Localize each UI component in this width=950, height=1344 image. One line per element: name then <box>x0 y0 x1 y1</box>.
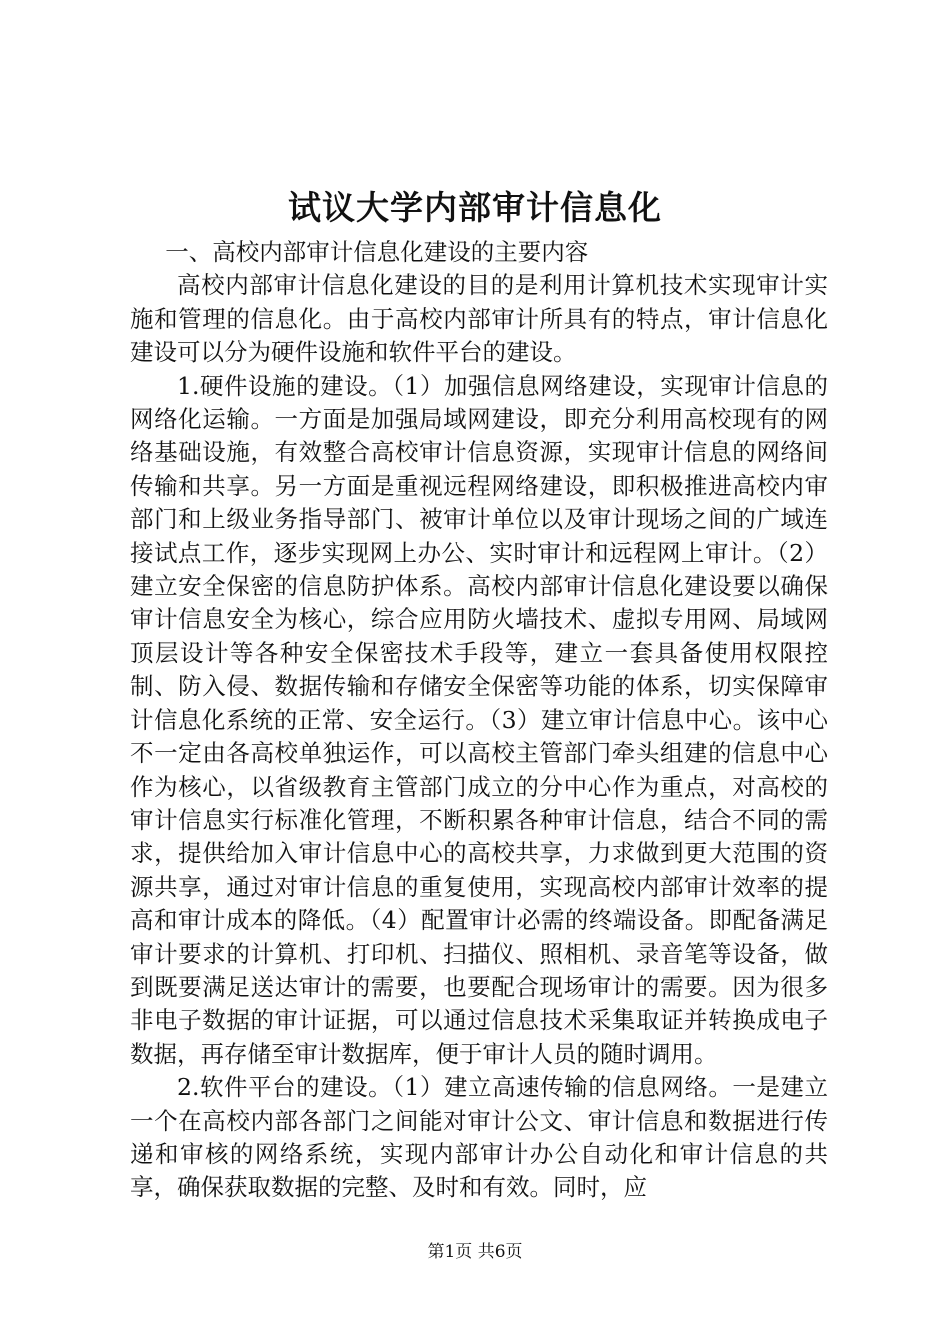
page-footer: 第1页 共6页 <box>427 1242 523 1262</box>
paragraph-intro: 高校内部审计信息化建设的目的是利用计算机技术实现审计实施和管理的信息化。由于高校内部审计所具有的特点，审计信息化建设可以分为硬件设施和软件平台的建设。 <box>130 271 828 367</box>
paragraph-hardware: 1.硬件设施的建设。（1）加强信息网络建设，实现审计信息的网络化运输。一方面是加强局域网建设，即充分利用高校现有的网络基础设施，有效整合高校审计信息资源，实现审计信息的网络间传输和共享。另一方面是重视远程网络建设，即积极推进高校内审部门和上级业务指导部门、被审计单位以及审计现场之间的广域连接试点工作，逐步实现网上办公、实时审计和远程网上审计。（2）建立安全保密的信息防护体系。高校内部审计信息化建设要以确保审计信息安全为核心，综合应用防火墙技术、虚拟专用网、局域网顶层设计等各种安全保密技术手段等，建立一套具备使用权限控制、防入侵、数据传输和存储安全保密等功能的体系，切实保障审计信息化系统的正常、安全运行。（3）建立审计信息中心。该中心不一定由各高校单独运作，可以高校主管部门牵头组建的信息中心作为核心，以省级教育主管部门成立的分中心作为重点，对高校的审计信息实行标准化管理，不断积累各种审计信息，结合不同的需求，提供给加入审计信息中心的高校共享，力求做到更大范围的资源共享，通过对审计信息的重复使用，实现高校内部审计效率的提高和审计成本的降低。（4）配置审计必需的终端设备。即配备满足审计要求的计算机、打印机、扫描仪、照相机、录音笔等设备，做到既要满足送达审计的需要，也要配合现场审计的需要。因为很多非电子数据的审计证据，可以通过信息技术采集取证并转换成电子数据，再存储至审计数据库，便于审计人员的随时调用。 <box>130 371 828 1068</box>
paragraph-software: 2.软件平台的建设。（1）建立高速传输的信息网络。一是建立一个在高校内部各部门之间能对审计公文、审计信息和数据进行传递和审核的网络系统，实现内部审计办公自动化和审计信息的共享，确保获取数据的完整、及时和有效。同时，应 <box>130 1073 828 1202</box>
document-title: 试议大学内部审计信息化 <box>288 188 662 227</box>
section-heading: 一、高校内部审计信息化建设的主要内容 <box>165 238 589 266</box>
document-body <box>130 236 828 1205</box>
